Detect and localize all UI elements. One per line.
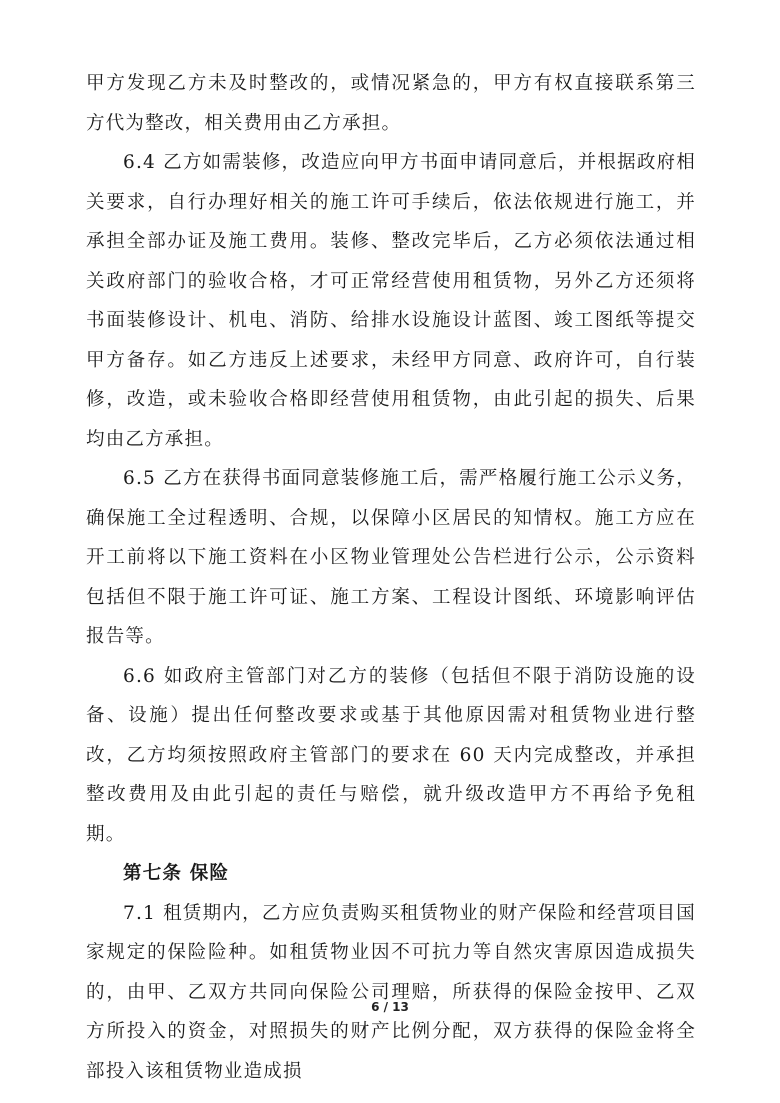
clause-6-5: 6.5 乙方在获得书面同意装修施工后，需严格履行施工公示义务，确保施工全过程透明、合规，以保障小区居民的知情权。施工方应在开工前将以下施工资料在小区物业管理处公告栏进行公示，公示资料包括但不限于施工许可证、施工方案、工程设计图纸、环境影响评估报告等。: [86, 468, 696, 647]
clause-6-4: 6.4 乙方如需装修，改造应向甲方书面申请同意后，并根据政府相关要求，自行办理好相关的施工许可手续后，依法依规进行施工，并承担全部办证及施工费用。装修、整改完毕后，乙方必须依法通过相关政府部门的验收合格，才可正常经营使用租赁物，另外乙方还须将书面装修设计、机电、消防、给排水设施设计蓝图、竣工图纸等提交甲方备存。如乙方违反上述要求，未经甲方同意、政府许可，自行装修，改造，或未验收合格即经营使用租赁物，由此引起的损失、后果均由乙方承担。: [86, 152, 696, 450]
paragraph-continued: 甲方发现乙方未及时整改的，或情况紧急的，甲方有权直接联系第三方代为整改，相关费用由乙方承担。: [86, 73, 696, 134]
clause-7-1: 7.1 租赁期内，乙方应负责购买租赁物业的财产保险和经营项目国家规定的保险险种。如租赁物业因不可抗力等自然灾害原因造成损失的，由甲、乙双方共同向保险公司理赔，所获得的保险金按甲、乙双方所投入的资金，对照损失的财产比例分配，双方获得的保险金将全部投入该租赁物业造成损: [86, 902, 696, 1082]
page-number: 6 / 13: [371, 1000, 409, 1014]
article-7-heading: 第七条 保险: [123, 863, 230, 884]
clause-6-6: 6.6 如政府主管部门对乙方的装修（包括但不限于消防设施的设备、设施）提出任何整改要求或基于其他原因需对租赁物业进行整改，乙方均须按照政府主管部门的要求在 60 天内完成整改，并承担整改费用及由此引起的责任与赔偿，就升级改造甲方不再给予免租期。: [86, 665, 696, 845]
